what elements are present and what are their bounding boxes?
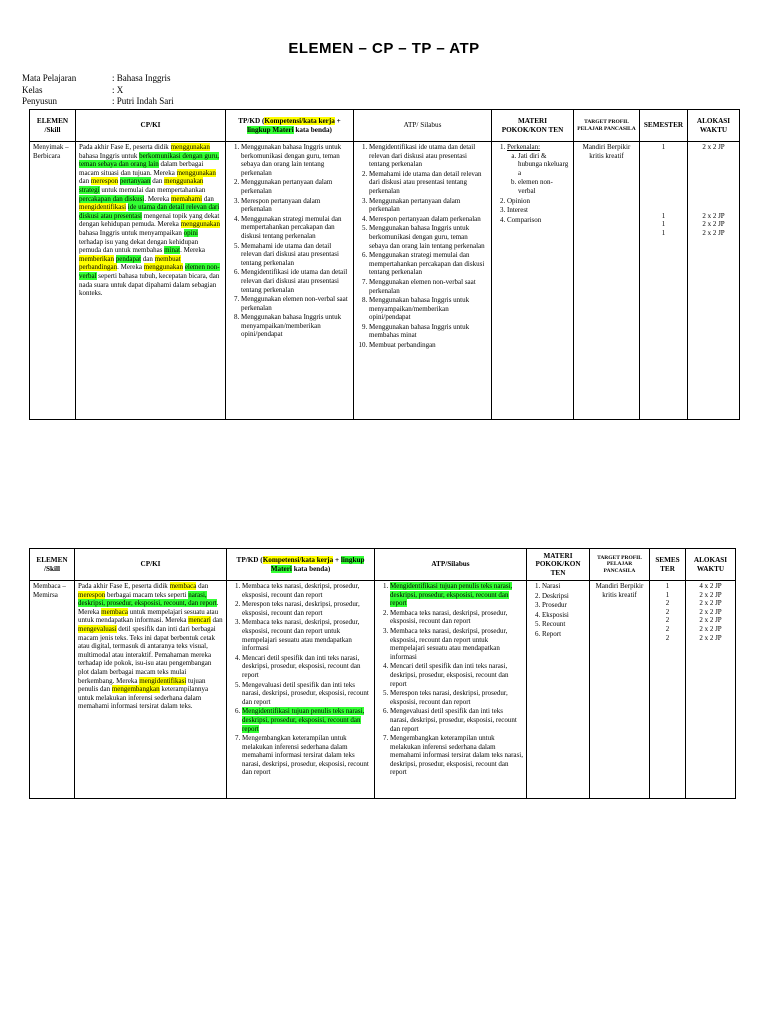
semester-value: 2 (665, 599, 670, 608)
header-tp-highlight-verb: Kompetensi/kata kerja (262, 555, 334, 564)
alokasi-value: 2 x 2 JP (699, 590, 722, 599)
cp-text: dan (150, 177, 165, 186)
materi-subitem: b. elemen non-verbal (518, 178, 570, 195)
materi-item: 1. Narasi (542, 582, 586, 591)
cp-text: detil spesifik dan inti dari berbagai macam jenis teks. Teks ini dapat berbentuk cetak atau digital, termasuk di antaranya teks visual, multimodal atau interaktif. Pemahaman mereka terhadap ide pokok, isu-isu atau pengembangan plot dalam berbagai macam teks mulai berkembang. Mereka (78, 624, 216, 685)
cp-text: Pada akhir Fase E, peserta didik (78, 582, 170, 590)
header-elemen: ELEMEN /Skill (30, 549, 75, 581)
highlighted-text: opini (183, 228, 198, 237)
header-target (590, 549, 650, 581)
table-row (30, 581, 736, 799)
cp-text: dan (141, 254, 155, 263)
header-target-label: TARGET PROFIL PELAJAR PANCASILA (577, 119, 636, 132)
tp-item (242, 707, 371, 733)
atp-item: 10. Membuat perbandingan (369, 341, 488, 350)
semester-value: 1 (661, 228, 666, 237)
atp-item: 1. Mengidentifikasi ide utama dan detail relevan dari diskusi atau presentasi tentang perkenalan (369, 143, 488, 169)
table-row (30, 142, 740, 420)
cp-text: dan (202, 194, 214, 203)
tp-item (242, 582, 371, 599)
semester-value: 1 (661, 220, 666, 229)
atp-item: 6. Menggunakan strategi memulai dan mempertahankan percakapan dan diskusi tentang perkenalan (369, 251, 488, 277)
atp-item-text: Membaca teks narasi, deskripsi, prosedur, eksposisi, recount dan report untuk mempelajari sesuatu atau mendapatkan informasi (390, 626, 508, 661)
header-atp: ATP/ Silabus (354, 110, 492, 142)
alokasi-value: 2 x 2 JP (702, 220, 725, 229)
highlighted-text: mengidentifikasi (79, 203, 127, 212)
tp-item-text: Merespon teks narasi, deskripsi, prosedur, eksposisi, recount dan report (242, 600, 360, 617)
atp-cell (375, 581, 527, 799)
header-semester: SEMESTER (640, 110, 688, 142)
alokasi-value: 4 x 2 JP (699, 582, 722, 590)
tp-item-text: Mengidentifikasi tujuan penulis teks narasi, deskripsi, prosedur, eksposisi, recount dan report (242, 707, 365, 733)
header-tp-part: TP/KD ( (236, 555, 263, 564)
meta-label: Mata Pelajaran (22, 73, 77, 83)
highlighted-text: menggunakan (143, 263, 184, 272)
header-tp-part: TP/KD ( (238, 116, 265, 125)
tp-list (229, 143, 350, 339)
target-cell: Mandiri Berpikir kritis kreatif (574, 142, 640, 420)
highlighted-text: pendapat (115, 254, 142, 263)
cp-text: . Mereka (180, 246, 205, 255)
header-cp: CP/KI (76, 110, 226, 142)
tp-item: 3. Merespon pertanyaan dalam perkenalan (241, 197, 350, 214)
tp-item: 1. Menggunakan bahasa Inggris untuk berkomunikasi dengan guru, teman sebaya dan orang lain tentang perkenalan (241, 143, 350, 177)
header-tp-highlight-scope: lingkup Materi (247, 125, 294, 134)
highlighted-text: mengembangkan (111, 685, 160, 694)
materi-list (530, 582, 586, 639)
tp-cell (226, 142, 354, 420)
cp-cell (75, 581, 227, 799)
meta-label: Penyusun (22, 96, 58, 106)
alokasi-value (691, 169, 736, 178)
document-meta (22, 73, 174, 108)
tp-cell (227, 581, 375, 799)
semester-value: 2 (665, 624, 670, 633)
header-cp: CP/KI (75, 549, 227, 581)
semester-value (643, 160, 684, 169)
atp-item-text: Mencari detil spesifik dan inti teks narasi, deskripsi, prosedur, eksposisi, recount dan report (390, 662, 509, 688)
alokasi-value (691, 152, 736, 161)
highlighted-text: mengidentifikasi (139, 676, 187, 685)
meta-label: Kelas (22, 84, 43, 95)
tp-item (242, 734, 371, 777)
atp-item: 2. Memahami ide utama dan detail relevan dari diskusi atau presentasi tentang perkenalan (369, 170, 488, 196)
highlighted-text: pertanyaan (119, 177, 151, 186)
header-tp-highlight-scope: lingkup Materi (270, 555, 365, 573)
header-atp: ATP/Silabus (375, 549, 527, 581)
alokasi-cell (688, 142, 740, 420)
semester-value (643, 186, 684, 195)
semester-value: 2 (665, 633, 670, 642)
tp-list (230, 582, 371, 777)
cp-text: keterampilannya untuk melakukan inferensi sederhana dalam memahami informasi tersirat dalam teks. (78, 685, 209, 711)
materi-item: 6. Report (542, 630, 586, 639)
meta-row (22, 96, 174, 108)
alokasi-value: 2 x 2 JP (699, 633, 722, 642)
alokasi-value: 2 x 2 JP (699, 624, 722, 633)
materi-cell (492, 142, 574, 420)
cp-text: untuk memulai dan mempertahankan (99, 185, 206, 194)
cp-text: . Mereka (144, 194, 171, 203)
atp-cell (354, 142, 492, 420)
highlighted-text: memberikan (79, 254, 114, 263)
cp-cell (76, 142, 226, 420)
atp-list (378, 582, 523, 777)
atp-item (390, 609, 523, 626)
alokasi-cell (686, 581, 736, 799)
document-title: ELEMEN – CP – TP – ATP (288, 40, 480, 57)
alokasi-value (691, 160, 736, 169)
highlighted-text: menggunakan (164, 177, 204, 186)
meta-row (22, 85, 174, 97)
cp-text: seperti bahasa tubuh, kecepatan bicara, dan nada suara untuk dapat dipahami dalam sebagian konteks. (79, 271, 220, 298)
materi-item: 2. Deskripsi (542, 592, 586, 601)
highlighted-text: menggunakan (176, 168, 216, 177)
highlighted-text: membaca (169, 582, 197, 590)
highlighted-text: ide utama dan detail relevan dari diskusi atau presentasi (79, 203, 220, 220)
tp-item-text: Mengembangkan keterampilan untuk melakukan inferensi sederhana dalam memahami informasi tersirat dalam teks narasi, deskripsi, prosedur, eksposisi, recount dan report (242, 734, 369, 777)
cp-tp-atp-table-reading-viewing (29, 548, 736, 799)
cp-text: bahasa Inggris untuk menyampaikan (79, 228, 184, 237)
elemen-cell: Membaca – Memirsa (30, 581, 75, 799)
materi-sublist (507, 152, 570, 196)
highlighted-text: membaca (101, 607, 128, 616)
materi-item: 5. Recount (542, 620, 586, 629)
highlighted-text: elemen non-verbal (79, 263, 220, 280)
tp-item (242, 600, 371, 617)
materi-item: 3. Prosedur (542, 601, 586, 610)
tp-item-text: Mencari detil spesifik dan inti teks narasi, deskripsi, prosedur, eksposisi, recount dan report (242, 653, 361, 679)
atp-item (390, 689, 523, 706)
tp-item: 2. Menggunakan pertanyaan dalam perkenalan (241, 178, 350, 195)
highlighted-text: minat (164, 246, 181, 255)
cp-text: . Mereka (78, 599, 219, 616)
highlighted-text: membuat perbandingan (79, 254, 181, 272)
meta-value: : X (112, 84, 124, 95)
header-materi: MATERI POKOK/KON TEN (492, 110, 574, 142)
tp-item: 7. Menggunakan elemen non-verbal saat perkenalan (241, 295, 350, 312)
atp-item: 5. Menggunakan bahasa Inggris untuk berkomunikasi dengan guru, teman sebaya dan orang lain tentang perkenalan (369, 224, 488, 250)
semester-value (643, 203, 684, 212)
alokasi-value: 2 x 2 JP (702, 211, 725, 220)
highlighted-text: merespon (78, 590, 106, 599)
highlighted-text: merespon (90, 177, 119, 186)
atp-list (357, 143, 488, 350)
atp-item (390, 734, 523, 777)
cp-text: dan (210, 616, 223, 625)
atp-item-text: Mengevaluasi detil spesifik dan inti teks narasi, deskripsi, prosedur, eksposisi, recount dan report (390, 707, 517, 733)
header-target-label: TARGET PROFIL PELAJAR PANCASILA (597, 554, 642, 574)
alokasi-value (691, 186, 736, 195)
atp-item: 8. Menggunakan bahasa Inggris untuk menyampaikan/memberikan opini/pendapat (369, 296, 488, 322)
alokasi-value (691, 203, 736, 212)
highlighted-text: mengevaluasi (78, 624, 117, 633)
materi-item: 4. Eksposisi (542, 611, 586, 620)
header-elemen: ELEMEN /Skill (30, 110, 76, 142)
semester-value (643, 169, 684, 178)
atp-item: 3. Menggunakan pertanyaan dalam perkenalan (369, 197, 488, 214)
semester-cell (640, 142, 688, 420)
semester-value (643, 195, 684, 204)
table-header-row (30, 549, 736, 581)
tp-item (242, 681, 371, 707)
cp-text: dan (196, 582, 209, 590)
target-cell: Mandiri Berpikir kritis kreatif (590, 581, 650, 799)
atp-item (390, 662, 523, 688)
semester-value (643, 177, 684, 186)
atp-item (390, 582, 523, 608)
materi-item (507, 143, 570, 196)
tp-item: 4. Menggunakan strategi memulai dan mempertahankan percakapan dan diskusi tentang perkenalan (241, 215, 350, 241)
header-tp-part: kata benda) (293, 125, 332, 134)
tp-item-text: Membaca teks narasi, deskripsi, prosedur, eksposisi, recount dan report untuk mempelajari sesuatu atau mendapatkan informasi (242, 618, 360, 653)
atp-item-text: Mengembangkan keterampilan untuk melakukan inferensi sederhana dalam memahami informasi tersirat dalam teks narasi, deskripsi, prosedur, eksposisi, recount dan report (390, 734, 523, 777)
highlighted-text: memahami (170, 194, 203, 203)
cp-text: . Mereka (117, 263, 144, 272)
header-materi: MATERI POKOK/KON TEN (527, 549, 590, 581)
header-tp (226, 110, 354, 142)
cp-text: dalam berbagai macam situasi dan tujuan. Mereka (79, 160, 204, 177)
highlighted-text: strategi (79, 185, 100, 194)
cp-text: untuk mempelajari sesuatu atau untuk mendapatkan informasi. Mereka (78, 607, 219, 625)
materi-item: 4. Comparison (507, 216, 570, 225)
header-tp (227, 549, 375, 581)
cp-tp-atp-table-listening-speaking (29, 109, 740, 420)
atp-item-text: Membaca teks narasi, deskripsi, prosedur, eksposisi, recount dan report (390, 608, 508, 626)
semester-value (643, 152, 684, 161)
semester-value: 2 (665, 616, 670, 625)
atp-item-text: Merespon teks narasi, deskripsi, prosedur, eksposisi, recount dan report (390, 689, 508, 706)
header-tp-part: kata benda) (291, 564, 331, 573)
table-header-row (30, 110, 740, 142)
header-tp-part: + (334, 116, 341, 125)
cp-text: bahasa Inggris untuk (79, 151, 140, 160)
tp-item: 5. Memahami ide utama dan detail relevan dari diskusi atau presentasi tentang perkenalan (241, 242, 350, 268)
elemen-cell: Menyimak – Berbicara (30, 142, 76, 420)
tp-item-text: Mengevaluasi detil spesifik dan inti teks narasi, deskripsi, prosedur, eksposisi, recount dan report (242, 680, 369, 706)
cp-text: mengenai topik yang dekat dengan kehidupan pemuda. Mereka (79, 211, 220, 229)
alokasi-value: 2 x 2 JP (699, 599, 722, 608)
meta-value: : Putri Indah Sari (112, 96, 174, 106)
tp-item (242, 618, 371, 652)
highlighted-text: menggunakan (180, 220, 220, 229)
highlighted-text: mencari (188, 616, 211, 625)
cp-text: Pada akhir Fase E, peserta didik (79, 143, 171, 151)
atp-item (390, 627, 523, 661)
atp-item-text: Mengidentifikasi tujuan penulis teks narasi, deskripsi, prosedur, eksposisi, recount dan report (390, 582, 513, 608)
materi-item-label: Perkenalan: (507, 143, 541, 151)
header-alokasi: ALOKASI WAKTU (688, 110, 740, 142)
header-semester: SEMES TER (650, 549, 686, 581)
cp-text: tujuan penulis dan (78, 676, 206, 694)
highlighted-text: berkomunikasi dengan guru, teman sebaya dan orang lain (79, 151, 219, 169)
materi-list (495, 143, 570, 224)
semester-cell (650, 581, 686, 799)
semester-value: 1 (661, 143, 666, 151)
alokasi-value (691, 177, 736, 186)
alokasi-value: 2 x 2 JP (702, 228, 725, 237)
header-tp-highlight-verb: Kompetensi/kata kerja (264, 116, 335, 125)
materi-cell (527, 581, 590, 799)
materi-subitem: a. Jati diri & hubunga nkeluarg a (518, 152, 570, 178)
atp-item: 4. Merespon pertanyaan dalam perkenalan (369, 215, 488, 224)
materi-item: 2. Opinion (507, 197, 570, 206)
semester-value: 1 (665, 590, 670, 599)
alokasi-value (691, 195, 736, 204)
alokasi-value: 2 x 2 JP (702, 143, 725, 151)
tp-item (242, 654, 371, 680)
tp-item: 8. Menggunakan bahasa Inggris untuk menyampaikan/memberikan opini/pendapat (241, 313, 350, 339)
atp-item: 7. Menggunakan elemen non-verbal saat perkenalan (369, 278, 488, 295)
header-target (574, 110, 640, 142)
meta-value: : Bahasa Inggris (112, 73, 171, 83)
tp-item-text: Membaca teks narasi, deskripsi, prosedur, eksposisi, recount dan report (242, 582, 360, 599)
meta-row (22, 73, 174, 85)
semester-value: 2 (665, 607, 670, 616)
alokasi-value: 2 x 2 JP (699, 607, 722, 616)
semester-value: 1 (665, 582, 670, 590)
header-alokasi: ALOKASI WAKTU (686, 549, 736, 581)
alokasi-value: 2 x 2 JP (699, 616, 722, 625)
tp-item: 6. Mengidentifikasi ide utama dan detail relevan dari diskusi atau presentasi tentang perkenalan (241, 268, 350, 294)
highlighted-text: menggunakan (170, 143, 210, 151)
semester-value: 1 (661, 211, 666, 220)
materi-item: 3. Interest (507, 206, 570, 215)
atp-item (390, 707, 523, 733)
atp-item: 9. Menggunakan bahasa Inggris untuk membahas minat (369, 323, 488, 340)
header-tp-part: + (333, 555, 341, 564)
cp-text: terhadap isu yang dekat dengan kehidupan pemuda dan untuk membahas (79, 237, 199, 255)
cp-text: berbagai macam teks seperti (105, 590, 189, 599)
highlighted-text: narasi, deskripsi, prosedur, eksposisi, recount, dan report (78, 590, 217, 608)
cp-text: dan (79, 177, 91, 186)
highlighted-text: percakapan dan diskusi (79, 194, 145, 203)
